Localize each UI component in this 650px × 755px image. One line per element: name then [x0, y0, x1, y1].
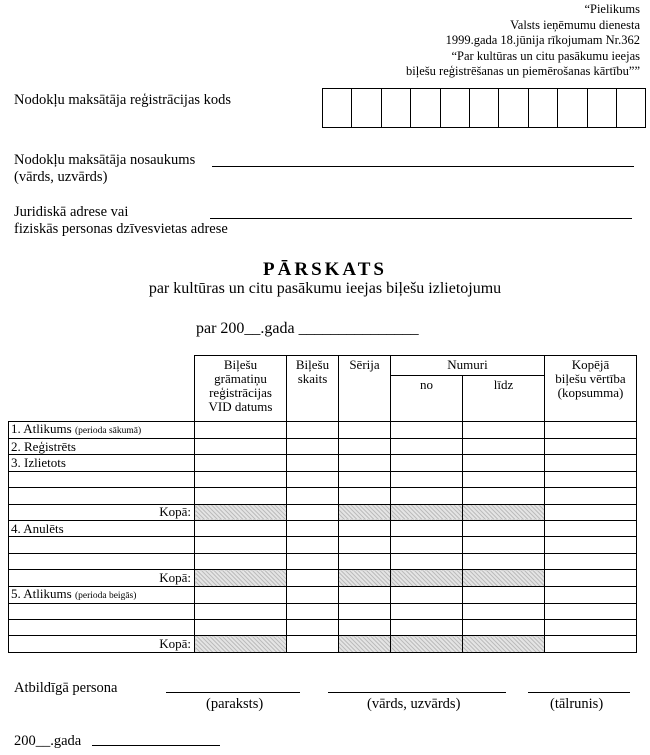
- table-cell[interactable]: [545, 439, 637, 455]
- table-cell[interactable]: [391, 553, 463, 569]
- table-cell[interactable]: [339, 520, 391, 536]
- row-label: [9, 471, 195, 487]
- table-cell[interactable]: [463, 636, 545, 652]
- table-cell[interactable]: [287, 455, 339, 471]
- sum-label: Kopā:: [9, 570, 195, 586]
- table-cell[interactable]: [339, 455, 391, 471]
- table-row: [9, 439, 637, 455]
- table-cell[interactable]: [391, 471, 463, 487]
- header-numbers: Numuri: [391, 356, 545, 376]
- report-period: par 200__.gada _______________: [196, 320, 419, 337]
- header-from: no: [391, 376, 463, 422]
- annex-line-1: “Pielikums: [584, 2, 640, 16]
- table-cell[interactable]: [195, 488, 287, 504]
- table-cell[interactable]: [287, 471, 339, 487]
- reg-code-cell[interactable]: [588, 89, 617, 127]
- table-cell[interactable]: [463, 537, 545, 553]
- table-cell[interactable]: [339, 570, 391, 586]
- table-cell[interactable]: [339, 619, 391, 635]
- reg-code-cell[interactable]: [382, 89, 411, 127]
- row-label: 4. Anulēts: [9, 520, 195, 536]
- name-field-line[interactable]: [212, 166, 634, 167]
- table-row: [9, 586, 637, 603]
- phone-caption: (tālrunis): [550, 696, 604, 712]
- table-cell[interactable]: [195, 422, 287, 439]
- table-cell[interactable]: [195, 504, 287, 520]
- header-total-value: Kopējā biļešu vērtība (kopsumma): [545, 356, 637, 422]
- table-cell[interactable]: [391, 455, 463, 471]
- table-row: [9, 619, 637, 635]
- reg-code-cell[interactable]: [323, 89, 352, 127]
- reg-code-label: Nodokļu maksātāja reģistrācijas kods: [14, 92, 232, 108]
- table-row: [9, 520, 637, 536]
- row-label: 2. Reģistrēts: [9, 439, 195, 455]
- table-cell[interactable]: [545, 537, 637, 553]
- table-cell[interactable]: [391, 422, 463, 439]
- table-row: [9, 603, 637, 619]
- date-label: 200__.gada: [14, 733, 82, 749]
- table-sum-row: [9, 570, 637, 586]
- table-cell[interactable]: [287, 636, 339, 652]
- table-cell[interactable]: [463, 520, 545, 536]
- row-label: [9, 553, 195, 569]
- header-count: Biļešu skaits: [287, 356, 339, 422]
- table-cell[interactable]: [391, 504, 463, 520]
- table-cell[interactable]: [391, 439, 463, 455]
- table-cell[interactable]: [463, 504, 545, 520]
- table-cell[interactable]: [545, 422, 637, 439]
- table-cell[interactable]: [463, 586, 545, 603]
- table-cell[interactable]: [545, 603, 637, 619]
- row-label: [9, 537, 195, 553]
- table-cell[interactable]: [287, 537, 339, 553]
- header-reg-date: Biļešu grāmatiņu reģistrācijas VID datums: [195, 356, 287, 422]
- table-cell[interactable]: [545, 488, 637, 504]
- reg-code-cell[interactable]: [558, 89, 587, 127]
- annex-line-2: Valsts ieņēmumu dienesta: [510, 17, 640, 32]
- table-cell[interactable]: [287, 439, 339, 455]
- table-cell[interactable]: [463, 619, 545, 635]
- table-cell[interactable]: [287, 553, 339, 569]
- annex-line-3: 1999.gada 18.jūnija rīkojumam Nr.362: [445, 33, 640, 47]
- table-cell[interactable]: [339, 504, 391, 520]
- table-row: [9, 422, 637, 439]
- table-cell[interactable]: [287, 586, 339, 603]
- table-cell[interactable]: [463, 471, 545, 487]
- row-label: 5. Atlikums (perioda beigās): [9, 586, 195, 603]
- table-cell[interactable]: [339, 439, 391, 455]
- table-cell[interactable]: [391, 603, 463, 619]
- table-cell[interactable]: [195, 439, 287, 455]
- reg-code-cell[interactable]: [499, 89, 528, 127]
- header-to: līdz: [463, 376, 545, 422]
- reg-code-boxes[interactable]: [322, 88, 646, 128]
- address-field-line[interactable]: [210, 218, 632, 219]
- table-row: [9, 537, 637, 553]
- reg-code-cell[interactable]: [411, 89, 440, 127]
- annex-header: [406, 2, 640, 80]
- date-line[interactable]: [92, 745, 220, 746]
- table-row: [9, 553, 637, 569]
- table-cell[interactable]: [545, 636, 637, 652]
- row-label: 1. Atlikums (perioda sākumā): [9, 422, 195, 439]
- table-cell[interactable]: [463, 570, 545, 586]
- table-cell[interactable]: [545, 570, 637, 586]
- table-cell[interactable]: [287, 422, 339, 439]
- table-cell[interactable]: [463, 455, 545, 471]
- reg-code-cell[interactable]: [441, 89, 470, 127]
- person-name-line[interactable]: [328, 692, 506, 693]
- table-cell[interactable]: [339, 471, 391, 487]
- table-cell[interactable]: [339, 603, 391, 619]
- table-cell[interactable]: [545, 553, 637, 569]
- table-row: [9, 488, 637, 504]
- reg-code-cell[interactable]: [529, 89, 558, 127]
- table-cell[interactable]: [545, 455, 637, 471]
- table-cell[interactable]: [195, 586, 287, 603]
- table-cell[interactable]: [463, 488, 545, 504]
- table-cell[interactable]: [339, 586, 391, 603]
- table-cell[interactable]: [195, 471, 287, 487]
- row-label: [9, 619, 195, 635]
- address-label-1: Juridiskā adrese vai: [14, 204, 129, 220]
- table-cell[interactable]: [545, 520, 637, 536]
- table-cell[interactable]: [287, 488, 339, 504]
- table-cell[interactable]: [339, 422, 391, 439]
- table-row: [9, 471, 637, 487]
- row-label: [9, 488, 195, 504]
- table-cell[interactable]: [287, 570, 339, 586]
- name-sublabel: (vārds, uzvārds): [14, 169, 108, 185]
- responsible-person-label: Atbildīgā persona: [14, 680, 118, 696]
- table-cell[interactable]: [339, 553, 391, 569]
- table-cell[interactable]: [391, 636, 463, 652]
- table-sum-row: [9, 636, 637, 652]
- table-cell[interactable]: [195, 520, 287, 536]
- table-sum-row: [9, 504, 637, 520]
- table-cell[interactable]: [339, 537, 391, 553]
- row-label: [9, 603, 195, 619]
- table-cell[interactable]: [195, 553, 287, 569]
- annex-line-4: “Par kultūras un citu pasākumu ieejas: [451, 48, 640, 63]
- signature-line[interactable]: [166, 692, 300, 693]
- table-cell[interactable]: [545, 586, 637, 603]
- table-cell[interactable]: [195, 636, 287, 652]
- table-cell[interactable]: [287, 603, 339, 619]
- table-cell[interactable]: [391, 488, 463, 504]
- table-cell[interactable]: [391, 619, 463, 635]
- table-row: [9, 455, 637, 471]
- table-cell[interactable]: [463, 553, 545, 569]
- report-table: [8, 355, 637, 653]
- annex-line-5: biļešu reģistrēšanas un piemērošanas kārtību””: [406, 64, 640, 78]
- table-cell[interactable]: [195, 455, 287, 471]
- table-cell[interactable]: [463, 603, 545, 619]
- table-cell[interactable]: [287, 504, 339, 520]
- table-cell[interactable]: [391, 537, 463, 553]
- table-cell[interactable]: [287, 619, 339, 635]
- table-cell[interactable]: [339, 488, 391, 504]
- table-cell[interactable]: [545, 471, 637, 487]
- table-cell[interactable]: [463, 439, 545, 455]
- table-cell[interactable]: [287, 520, 339, 536]
- reg-code-cell[interactable]: [617, 89, 645, 127]
- reg-code-cell[interactable]: [470, 89, 499, 127]
- table-cell[interactable]: [195, 603, 287, 619]
- table-cell[interactable]: [391, 520, 463, 536]
- name-label: Nodokļu maksātāja nosaukums: [14, 152, 196, 168]
- row-label: 3. Izlietots: [9, 455, 195, 471]
- phone-line[interactable]: [528, 692, 630, 693]
- report-title: PĀRSKATS: [263, 259, 387, 280]
- table-cell[interactable]: [545, 504, 637, 520]
- reg-code-cell[interactable]: [352, 89, 381, 127]
- table-cell[interactable]: [391, 586, 463, 603]
- report-subtitle: par kultūras un citu pasākumu ieejas biļešu izlietojumu: [148, 280, 502, 297]
- table-cell[interactable]: [391, 570, 463, 586]
- table-cell[interactable]: [195, 537, 287, 553]
- table-cell[interactable]: [463, 422, 545, 439]
- table-cell[interactable]: [339, 636, 391, 652]
- signature-caption: (paraksts): [206, 696, 264, 712]
- person-name-caption: (vārds, uzvārds): [367, 696, 461, 712]
- table-cell[interactable]: [545, 619, 637, 635]
- header-series: Sērija: [339, 356, 391, 422]
- sum-label: Kopā:: [9, 504, 195, 520]
- table-cell[interactable]: [195, 619, 287, 635]
- address-label-2: fiziskās personas dzīvesvietas adrese: [14, 221, 228, 237]
- sum-label: Kopā:: [9, 636, 195, 652]
- table-cell[interactable]: [195, 570, 287, 586]
